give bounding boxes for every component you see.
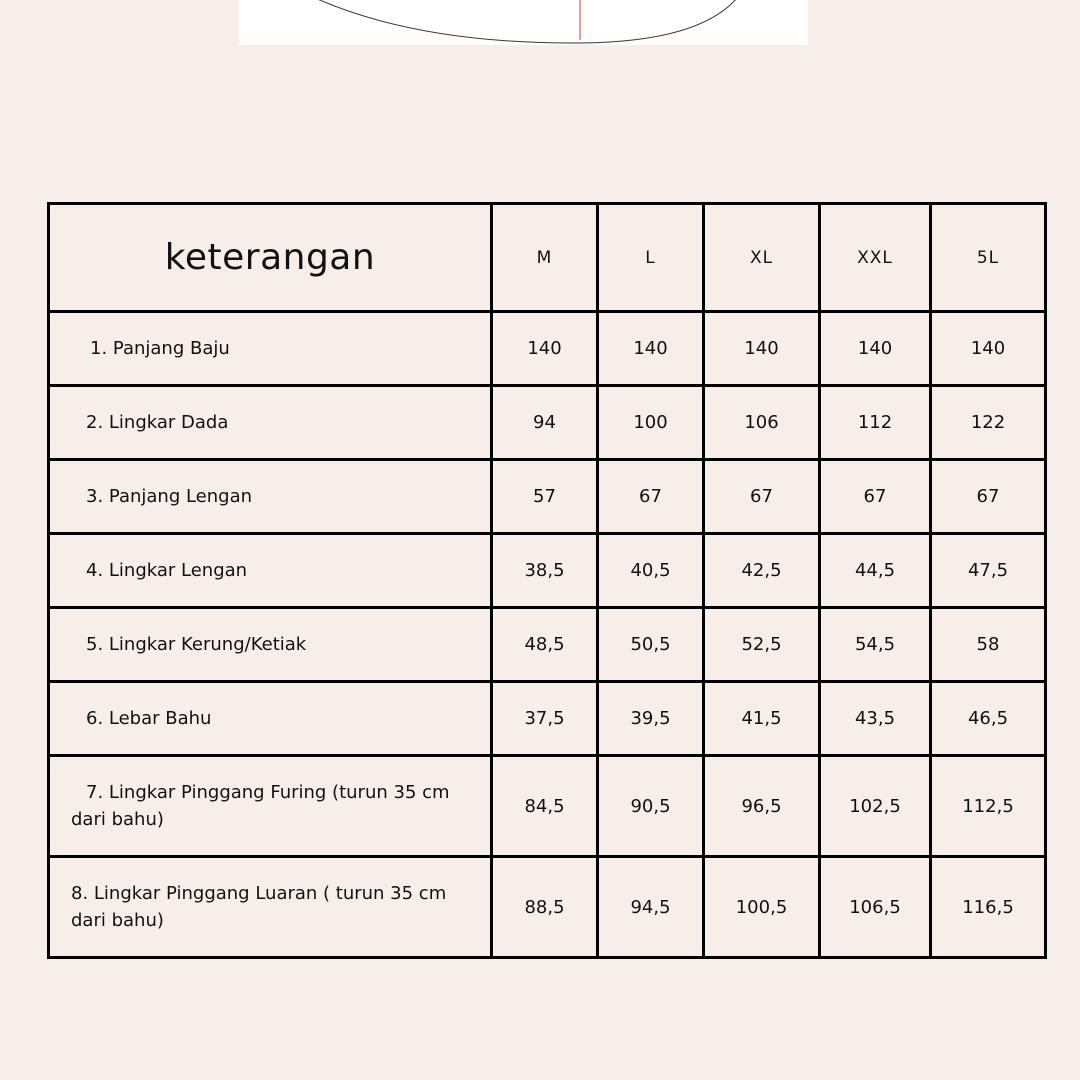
- row-label: 5. Lingkar Kerung/Ketiak: [49, 608, 492, 682]
- pattern-illustration: [239, 0, 808, 45]
- cell-value: 88,5: [492, 857, 598, 958]
- cell-value: 50,5: [598, 608, 704, 682]
- table-row: [49, 608, 1046, 682]
- description-column-header: keterangan: [49, 204, 492, 312]
- cell-value: 46,5: [931, 682, 1046, 756]
- row-label: 7. Lingkar Pinggang Furing (turun 35 cm dari bahu): [49, 756, 492, 857]
- cell-value: 140: [492, 312, 598, 386]
- size-header-xl: XL: [704, 204, 820, 312]
- table-row: [49, 534, 1046, 608]
- cell-value: 84,5: [492, 756, 598, 857]
- table-row: [49, 312, 1046, 386]
- size-header-l: L: [598, 204, 704, 312]
- cell-value: 94: [492, 386, 598, 460]
- cell-value: 57: [492, 460, 598, 534]
- cell-value: 41,5: [704, 682, 820, 756]
- row-label: 8. Lingkar Pinggang Luaran ( turun 35 cm dari bahu): [49, 857, 492, 958]
- cell-value: 67: [820, 460, 931, 534]
- size-header-xxl: XXL: [820, 204, 931, 312]
- row-label: 1. Panjang Baju: [49, 312, 492, 386]
- cell-value: 38,5: [492, 534, 598, 608]
- cell-value: 100,5: [704, 857, 820, 958]
- cell-value: 140: [931, 312, 1046, 386]
- table-row: [49, 682, 1046, 756]
- cell-value: 40,5: [598, 534, 704, 608]
- row-label: 4. Lingkar Lengan: [49, 534, 492, 608]
- row-label: 2. Lingkar Dada: [49, 386, 492, 460]
- cell-value: 58: [931, 608, 1046, 682]
- cell-value: 47,5: [931, 534, 1046, 608]
- table-row: [49, 857, 1046, 958]
- table-row: [49, 386, 1046, 460]
- cell-value: 100: [598, 386, 704, 460]
- cell-value: 67: [704, 460, 820, 534]
- cell-value: 67: [598, 460, 704, 534]
- row-label: 6. Lebar Bahu: [49, 682, 492, 756]
- table-row: [49, 756, 1046, 857]
- cell-value: 42,5: [704, 534, 820, 608]
- cell-value: 94,5: [598, 857, 704, 958]
- size-header-m: M: [492, 204, 598, 312]
- size-chart-table: [47, 202, 1047, 959]
- cell-value: 37,5: [492, 682, 598, 756]
- cell-value: 39,5: [598, 682, 704, 756]
- cell-value: 140: [820, 312, 931, 386]
- cell-value: 54,5: [820, 608, 931, 682]
- row-label: 3. Panjang Lengan: [49, 460, 492, 534]
- cell-value: 44,5: [820, 534, 931, 608]
- cell-value: 48,5: [492, 608, 598, 682]
- cell-value: 52,5: [704, 608, 820, 682]
- cell-value: 67: [931, 460, 1046, 534]
- cell-value: 112,5: [931, 756, 1046, 857]
- cell-value: 122: [931, 386, 1046, 460]
- cell-value: 96,5: [704, 756, 820, 857]
- pattern-outline-graphic: [239, 0, 808, 45]
- cell-value: 90,5: [598, 756, 704, 857]
- header-row: [49, 204, 1046, 312]
- table-row: [49, 460, 1046, 534]
- cell-value: 140: [598, 312, 704, 386]
- size-header-5l: 5L: [931, 204, 1046, 312]
- cell-value: 43,5: [820, 682, 931, 756]
- cell-value: 116,5: [931, 857, 1046, 958]
- cell-value: 106,5: [820, 857, 931, 958]
- cell-value: 112: [820, 386, 931, 460]
- cell-value: 106: [704, 386, 820, 460]
- cell-value: 102,5: [820, 756, 931, 857]
- cell-value: 140: [704, 312, 820, 386]
